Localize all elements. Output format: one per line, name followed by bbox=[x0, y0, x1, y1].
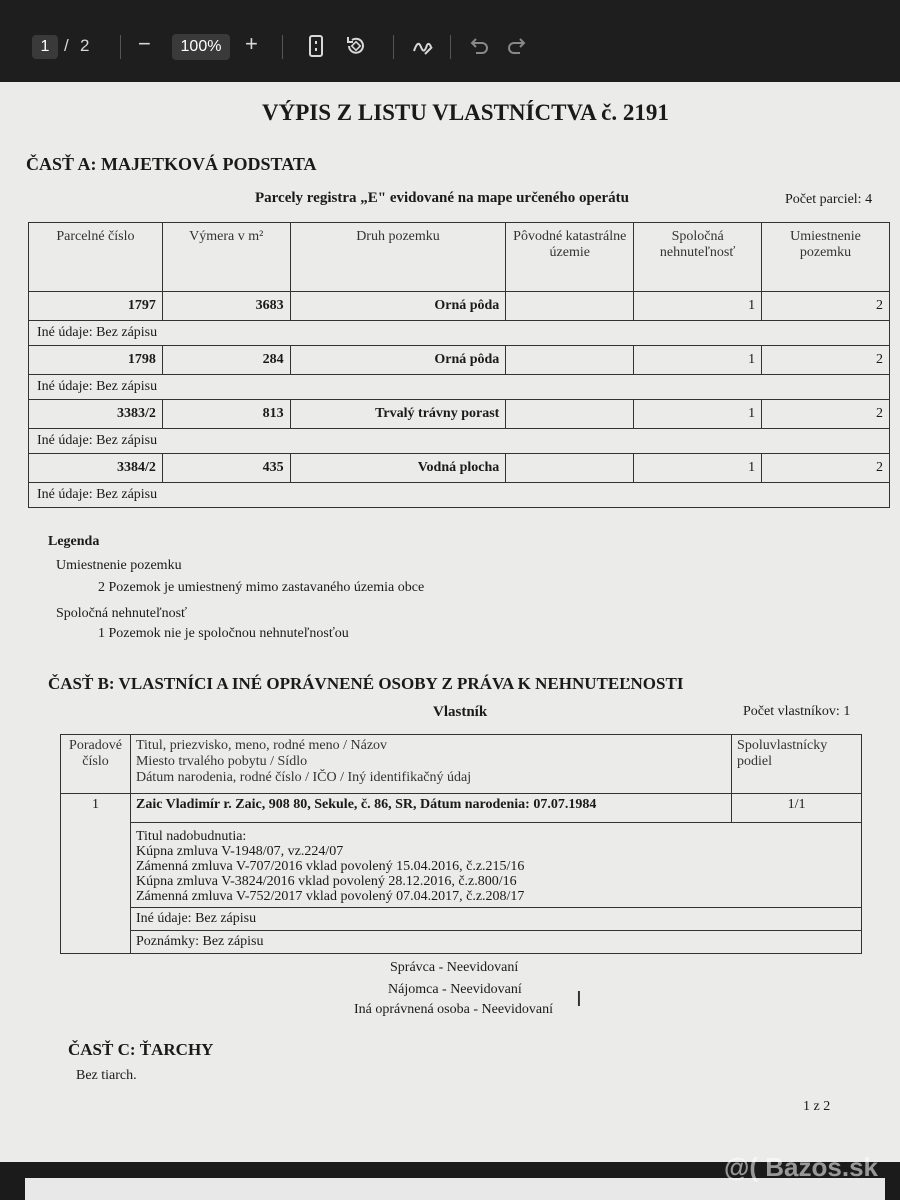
notes-row bbox=[61, 931, 862, 954]
owner-notes: Poznámky: Bez zápisu bbox=[130, 931, 861, 954]
parcels-table-header bbox=[29, 223, 890, 292]
part-c-heading: ČASŤ C: ŤARCHY bbox=[68, 1040, 214, 1059]
parcel-area: 284 bbox=[162, 346, 290, 375]
table-row bbox=[29, 292, 890, 321]
owners-table-header bbox=[61, 735, 862, 794]
parcel-original bbox=[506, 454, 634, 483]
parcel-original bbox=[506, 346, 634, 375]
table-row bbox=[61, 794, 862, 823]
acquisition-row bbox=[61, 823, 862, 908]
acquisition-block bbox=[130, 823, 861, 908]
legend-title: Legenda bbox=[48, 534, 100, 549]
owner-count: Počet vlastníkov: 1 bbox=[743, 704, 851, 719]
acquisition-item: Kúpna zmluva V-1948/07, vz.224/07 bbox=[135, 844, 344, 859]
owner-share: 1/1 bbox=[732, 794, 862, 823]
owner-other-data: Iné údaje: Bez zápisu bbox=[130, 908, 861, 931]
page-number: 1 z 2 bbox=[803, 1099, 831, 1114]
parcel-number: 1798 bbox=[29, 346, 163, 375]
parcel-note: Iné údaje: Bez zápisu bbox=[29, 321, 890, 346]
part-c-value: Bez tiarch. bbox=[76, 1068, 137, 1083]
page-separator: / bbox=[64, 36, 69, 55]
parcel-common: 1 bbox=[634, 346, 762, 375]
header-line: Miesto trvalého pobytu / Sídlo bbox=[135, 754, 308, 769]
table-row-note bbox=[29, 483, 890, 508]
draw-annotation-icon[interactable] bbox=[410, 33, 436, 59]
administrator-line: Správca - Neevidovaní bbox=[390, 960, 519, 975]
acquisition-item: Zámenná zmluva V-752/2017 vklad povolený 07.04.2017, č.z.208/17 bbox=[135, 889, 525, 904]
parcel-location: 2 bbox=[762, 346, 890, 375]
redo-icon[interactable] bbox=[505, 33, 531, 59]
pdf-toolbar bbox=[0, 0, 900, 82]
parcel-area: 813 bbox=[162, 400, 290, 429]
parcel-common: 1 bbox=[634, 400, 762, 429]
col-header-common: Spoločná nehnuteľnosť bbox=[634, 223, 762, 292]
col-header-original: Pôvodné katastrálne územie bbox=[506, 223, 634, 292]
document-title: VÝPIS Z LISTU VLASTNÍCTVA č. 2191 bbox=[262, 100, 669, 125]
parcel-type: Orná pôda bbox=[290, 346, 506, 375]
parcel-type: Vodná plocha bbox=[290, 454, 506, 483]
parcel-location: 2 bbox=[762, 400, 890, 429]
parcel-location: 2 bbox=[762, 292, 890, 321]
col-header-type: Druh pozemku bbox=[290, 223, 506, 292]
col-header-location: Umiestnenie pozemku bbox=[762, 223, 890, 292]
toolbar-divider bbox=[282, 35, 283, 59]
watermark: @( Bazos.sk bbox=[724, 1152, 878, 1182]
toolbar-divider bbox=[450, 35, 451, 59]
document-page bbox=[0, 82, 900, 1162]
header-line: Dátum narodenia, rodné číslo / IČO / Iný identifikačný údaj bbox=[135, 770, 472, 785]
table-row bbox=[29, 346, 890, 375]
parcel-note: Iné údaje: Bez zápisu bbox=[29, 375, 890, 400]
col-header-order: Poradové číslo bbox=[61, 735, 131, 794]
tenant-line: Nájomca - Neevidovaní bbox=[388, 982, 522, 997]
part-a-heading: ČASŤ A: MAJETKOVÁ PODSTATA bbox=[26, 154, 317, 174]
total-pages: 2 bbox=[80, 36, 90, 55]
fit-page-icon[interactable] bbox=[303, 33, 329, 59]
toolbar-divider bbox=[120, 35, 121, 59]
other-data-row bbox=[61, 908, 862, 931]
other-person-line: Iná oprávnená osoba - Neevidovaní bbox=[354, 1002, 554, 1017]
legend-common-value: 1 Pozemok nie je spoločnou nehnuteľnosťou bbox=[98, 626, 349, 641]
parcel-area: 3683 bbox=[162, 292, 290, 321]
parcel-note: Iné údaje: Bez zápisu bbox=[29, 483, 890, 508]
legend-location-label: Umiestnenie pozemku bbox=[56, 558, 182, 573]
current-page-input[interactable]: 1 bbox=[32, 35, 58, 59]
owner-name: Zaic Vladimír r. Zaic, 908 80, Sekule, č. 86, SR, Dátum narodenia: 07.07.1984 bbox=[130, 794, 731, 823]
parcel-common: 1 bbox=[634, 292, 762, 321]
zoom-level-input[interactable]: 100% bbox=[172, 34, 230, 60]
text-cursor-icon: Ⅰ bbox=[576, 987, 582, 1011]
zoom-in-button[interactable]: + bbox=[245, 31, 258, 56]
legend-location-value: 2 Pozemok je umiestnený mimo zastavaného územia obce bbox=[98, 580, 425, 595]
legend-common-label: Spoločná nehnuteľnosť bbox=[56, 606, 188, 621]
parcels-table bbox=[28, 222, 890, 508]
parcel-type: Trvalý trávny porast bbox=[290, 400, 506, 429]
table-row-note bbox=[29, 429, 890, 454]
table-row bbox=[29, 454, 890, 483]
parcel-type: Orná pôda bbox=[290, 292, 506, 321]
rotate-icon[interactable] bbox=[343, 33, 369, 59]
parcel-original bbox=[506, 292, 634, 321]
parcel-common: 1 bbox=[634, 454, 762, 483]
col-header-owner-info bbox=[130, 735, 731, 794]
parcel-location: 2 bbox=[762, 454, 890, 483]
zoom-out-button[interactable]: − bbox=[138, 31, 151, 56]
col-header-area: Výmera v m² bbox=[162, 223, 290, 292]
parcel-number: 1797 bbox=[29, 292, 163, 321]
owners-table bbox=[60, 734, 862, 954]
parcel-number: 3383/2 bbox=[29, 400, 163, 429]
parcel-number: 3384/2 bbox=[29, 454, 163, 483]
acquisition-item: Zámenná zmluva V-707/2016 vklad povolený 15.04.2016, č.z.215/16 bbox=[135, 859, 525, 874]
parcels-table-title: Parcely registra „E" evidované na mape určeného operátu bbox=[255, 190, 629, 206]
owner-subtitle: Vlastník bbox=[433, 704, 488, 720]
table-row-note bbox=[29, 321, 890, 346]
undo-icon[interactable] bbox=[465, 33, 491, 59]
part-b-heading: ČASŤ B: VLASTNÍCI A INÉ OPRÁVNENÉ OSOBY Z PRÁVA K NEHNUTEĽNOSTI bbox=[48, 674, 684, 693]
header-line: Titul, priezvisko, meno, rodné meno / Názov bbox=[135, 738, 388, 753]
acquisition-item: Kúpna zmluva V-3824/2016 vklad povolený 28.12.2016, č.z.800/16 bbox=[135, 874, 517, 889]
col-header-share: Spoluvlastnícky podiel bbox=[732, 735, 862, 794]
table-row-note bbox=[29, 375, 890, 400]
parcel-count: Počet parciel: 4 bbox=[785, 192, 873, 207]
table-row bbox=[29, 400, 890, 429]
col-header-parcel: Parcelné číslo bbox=[29, 223, 163, 292]
parcel-note: Iné údaje: Bez zápisu bbox=[29, 429, 890, 454]
owner-order: 1 bbox=[61, 794, 131, 954]
toolbar-divider bbox=[393, 35, 394, 59]
parcel-area: 435 bbox=[162, 454, 290, 483]
acquisition-title: Titul nadobudnutia: bbox=[135, 829, 247, 844]
parcel-original bbox=[506, 400, 634, 429]
